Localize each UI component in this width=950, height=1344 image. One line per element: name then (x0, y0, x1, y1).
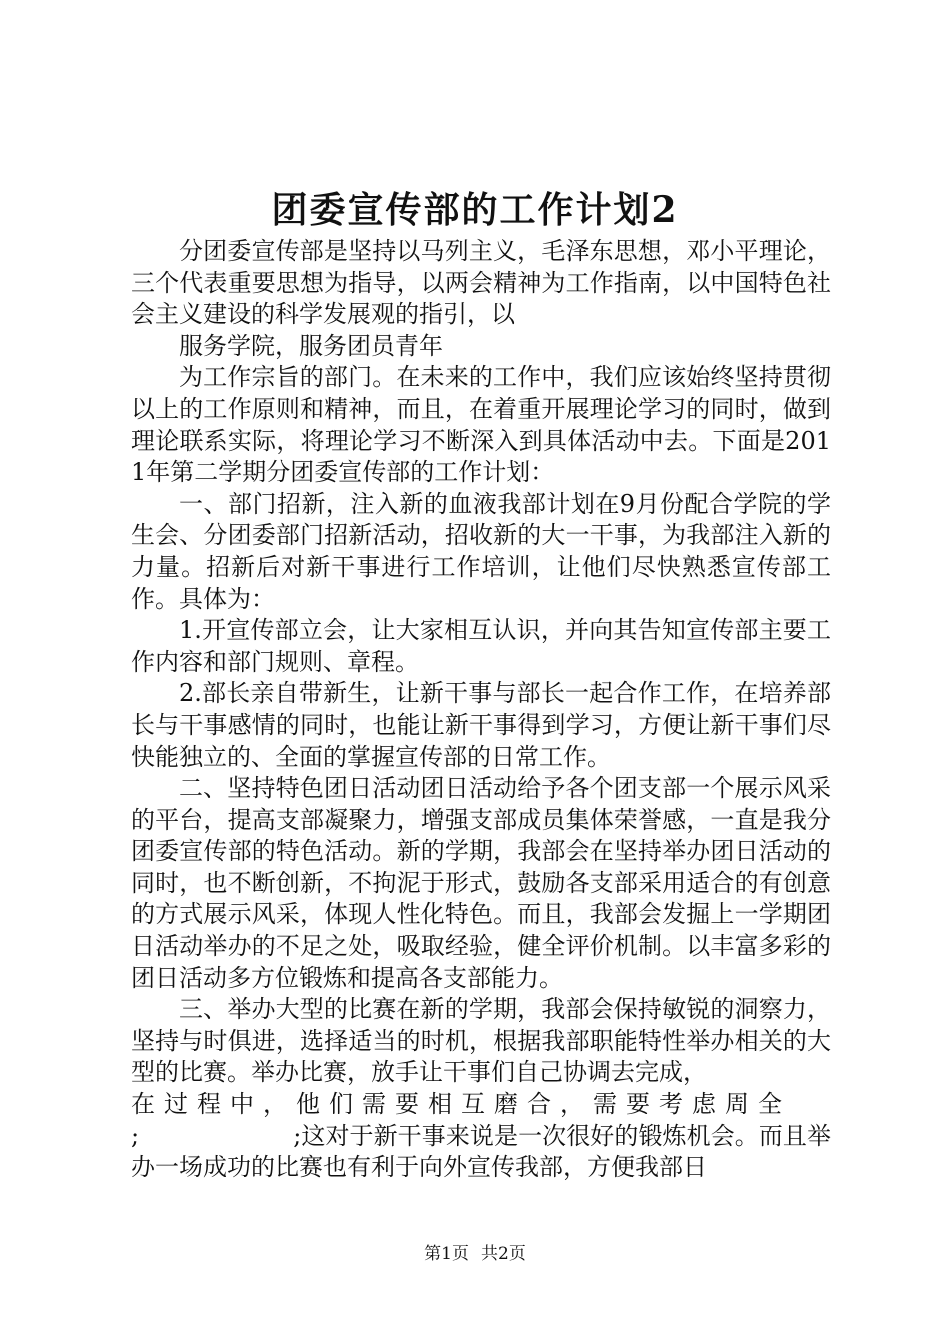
paragraph-purpose: 为工作宗旨的部门。在未来的工作中，我们应该始终坚持贯彻以上的工作原则和精神，而且，在着重开展理论学习的同时，做到理论联系实际，将理论学习不断深入到具体活动中去。下面是2011年第二学期分团委宣传部的工作计划： (131, 363, 831, 487)
paragraph-item-1: 1.开宣传部立会，让大家相互认识，并向其告知宣传部主要工作内容和部门规则、章程。 (131, 616, 831, 676)
paragraph-competition-end: ; ;这对于新干事来说是一次很好的锻炼机会。而且举办一场成功的比赛也有利于向外宣传我部，方便我部日 (131, 1121, 831, 1182)
page-number: 第1页 (424, 1244, 469, 1264)
paragraph-intro: 分团委宣传部是坚持以马列主义，毛泽东思想，邓小平理论，三个代表重要思想为指导，以两会精神为工作指南，以中国特色社会主义建设的科学发展观的指引，以 (131, 237, 831, 329)
paragraph-service-motto: 服务学院，服务团员青年 (179, 331, 443, 360)
paragraph-recruitment: 一、部门招新，注入新的血液我部计划在9月份配合学院的学生会、分团委部门招新活动，招收新的大一干事，为我部注入新的力量。招新后对新干事进行工作培训，让他们尽快熟悉宣传部工作。具体为： (131, 489, 831, 613)
paragraph-league-day: 二、坚持特色团日活动团日活动给予各个团支部一个展示风采的平台，提高支部凝聚力，增强支部成员集体荣誉感，一直是我分团委宣传部的特色活动。新的学期，我部会在坚持举办团日活动的同时，也不断创新，不拘泥于形式，鼓励各支部采用适合的有创意的方式展示风采，体现人性化特色。而且，我部会发掘上一学期团日活动举办的不足之处，吸取经验，健全评价机制。以丰富多彩的团日活动多方位锻炼和提高各支部能力。 (131, 774, 831, 992)
paragraph-competition: 三、举办大型的比赛在新的学期，我部会保持敏锐的洞察力，坚持与时俱进，选择适当的时机，根据我部职能特性举办相关的大型的比赛。举办比赛，放手让干事们自己协调去完成， (131, 995, 831, 1087)
page-footer (0, 1243, 950, 1265)
paragraph-competition-spaced: 在过程中，他们需要相互磨合，需要考虑周全 (131, 1090, 791, 1119)
paragraph-item-2: 2.部长亲自带新生，让新干事与部长一起合作工作，在培养部长与干事感情的同时，也能让新干事得到学习，方便让新干事们尽快能独立的、全面的掌握宣传部的日常工作。 (131, 679, 831, 771)
document-body (131, 236, 831, 1184)
page-total: 共2页 (481, 1244, 526, 1264)
document-title: 团委宣传部的工作计划2 (271, 189, 679, 231)
